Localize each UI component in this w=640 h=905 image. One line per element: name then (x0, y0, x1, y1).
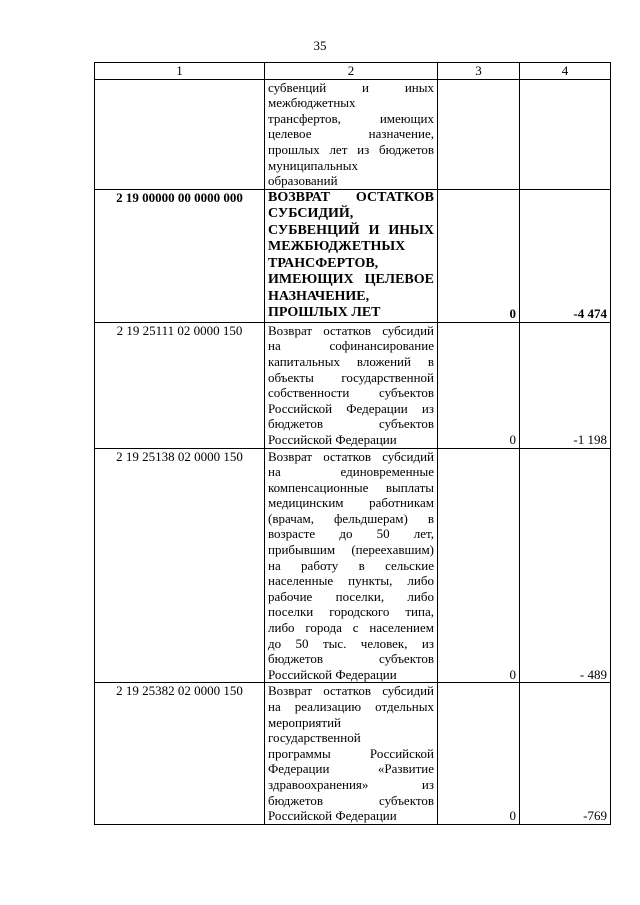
budget-code-cell (95, 79, 265, 189)
description-cell (265, 683, 438, 824)
description-line: прошлых лет из бюджетов (268, 141, 434, 157)
description-line: ПРОШЛЫХ ЛЕТ (268, 305, 381, 321)
description-line: Возврат остатков субсидий (268, 322, 434, 338)
description-line: рабочие поселки, либо (268, 588, 434, 604)
description-line: поселки городского типа, (268, 604, 434, 620)
description-line: на софинансирование (268, 338, 434, 354)
description-line: Российской Федерации (268, 808, 397, 824)
description-line: объекты государственной (268, 369, 434, 385)
description-line: муниципальных (268, 157, 359, 173)
description-line: программы Российской (268, 745, 434, 761)
column-4-value: -769 (520, 683, 611, 824)
description-line: либо города с населением (268, 620, 434, 636)
column-header-4: 4 (520, 63, 611, 80)
column-header-1: 1 (95, 63, 265, 80)
description-line: Федерации «Развитие (268, 761, 434, 777)
description-line: ИМЕЮЩИХ ЦЕЛЕВОЕ (268, 272, 434, 288)
table-row (95, 448, 611, 683)
description-line: на работу в сельские (268, 557, 434, 573)
description-line: мероприятий (268, 714, 341, 730)
table-row (95, 322, 611, 448)
description-cell (265, 79, 438, 189)
column-header-2: 2 (265, 63, 438, 80)
column-3-value (438, 79, 520, 189)
description-line: (врачам, фельдшерам) в (268, 510, 434, 526)
description-line: прибывшим (переехавшим) (268, 542, 434, 558)
page-number: 35 (313, 38, 327, 53)
header-row (95, 63, 611, 80)
budget-code-cell: 2 19 25138 02 0000 150 (95, 448, 265, 683)
description-cell (265, 448, 438, 683)
description-line: ВОЗВРАТ ОСТАТКОВ (268, 189, 434, 205)
description-line: на реализацию отдельных (268, 699, 434, 714)
description-line: возрасте до 50 лет, (268, 526, 434, 542)
description-line: Возврат остатков субсидий (268, 683, 434, 699)
budget-code-cell: 2 19 25382 02 0000 150 (95, 683, 265, 824)
table-row (95, 189, 611, 322)
description-line: капитальных вложений в (268, 353, 434, 369)
table-row (95, 79, 611, 189)
description-line: образований (268, 173, 338, 189)
description-line: Российской Федерации (268, 431, 397, 447)
description-line: Возврат остатков субсидий (268, 448, 434, 464)
description-line: межбюджетных (268, 95, 356, 111)
column-4-value: - 489 (520, 448, 611, 683)
description-cell (265, 189, 438, 322)
column-3-value: 0 (438, 322, 520, 448)
description-line: Российской Федерации из (268, 400, 434, 416)
description-line: Российской Федерации (268, 666, 397, 682)
description-line: субвенций и иных (268, 79, 434, 95)
description-line: СУБСИДИЙ, (268, 206, 354, 222)
description-line: здравоохранения» из (268, 776, 434, 792)
description-line: государственной (268, 730, 361, 746)
description-line: бюджетов субъектов (268, 651, 434, 667)
description-line: медицинским работникам (268, 495, 434, 511)
description-line: бюджетов субъектов (268, 416, 434, 432)
budget-code-cell: 2 19 00000 00 0000 000 (95, 189, 265, 322)
description-line: собственности субъектов (268, 385, 434, 401)
description-line: целевое назначение, (268, 126, 434, 142)
description-line: МЕЖБЮДЖЕТНЫХ (268, 239, 406, 255)
budget-table (94, 62, 611, 825)
budget-code-cell: 2 19 25111 02 0000 150 (95, 322, 265, 448)
column-4-value: -1 198 (520, 322, 611, 448)
description-line: компенсационные выплаты (268, 479, 434, 495)
description-line: СУБВЕНЦИЙ И ИНЫХ (268, 222, 434, 238)
column-3-value: 0 (438, 683, 520, 824)
column-4-value (520, 79, 611, 189)
description-line: трансфертов, имеющих (268, 110, 434, 126)
description-cell (265, 322, 438, 448)
table-row (95, 683, 611, 824)
description-line: НАЗНАЧЕНИЕ, (268, 288, 370, 304)
column-3-value: 0 (438, 189, 520, 322)
description-line: до 50 тыс. человек, из (268, 635, 434, 651)
column-4-value: -4 474 (520, 189, 611, 322)
description-line: населенные пункты, либо (268, 573, 434, 589)
column-3-value: 0 (438, 448, 520, 683)
description-line: на единовременные (268, 464, 434, 480)
description-line: ТРАНСФЕРТОВ, (268, 255, 379, 271)
description-line: бюджетов субъектов (268, 792, 434, 808)
column-header-3: 3 (438, 63, 520, 80)
